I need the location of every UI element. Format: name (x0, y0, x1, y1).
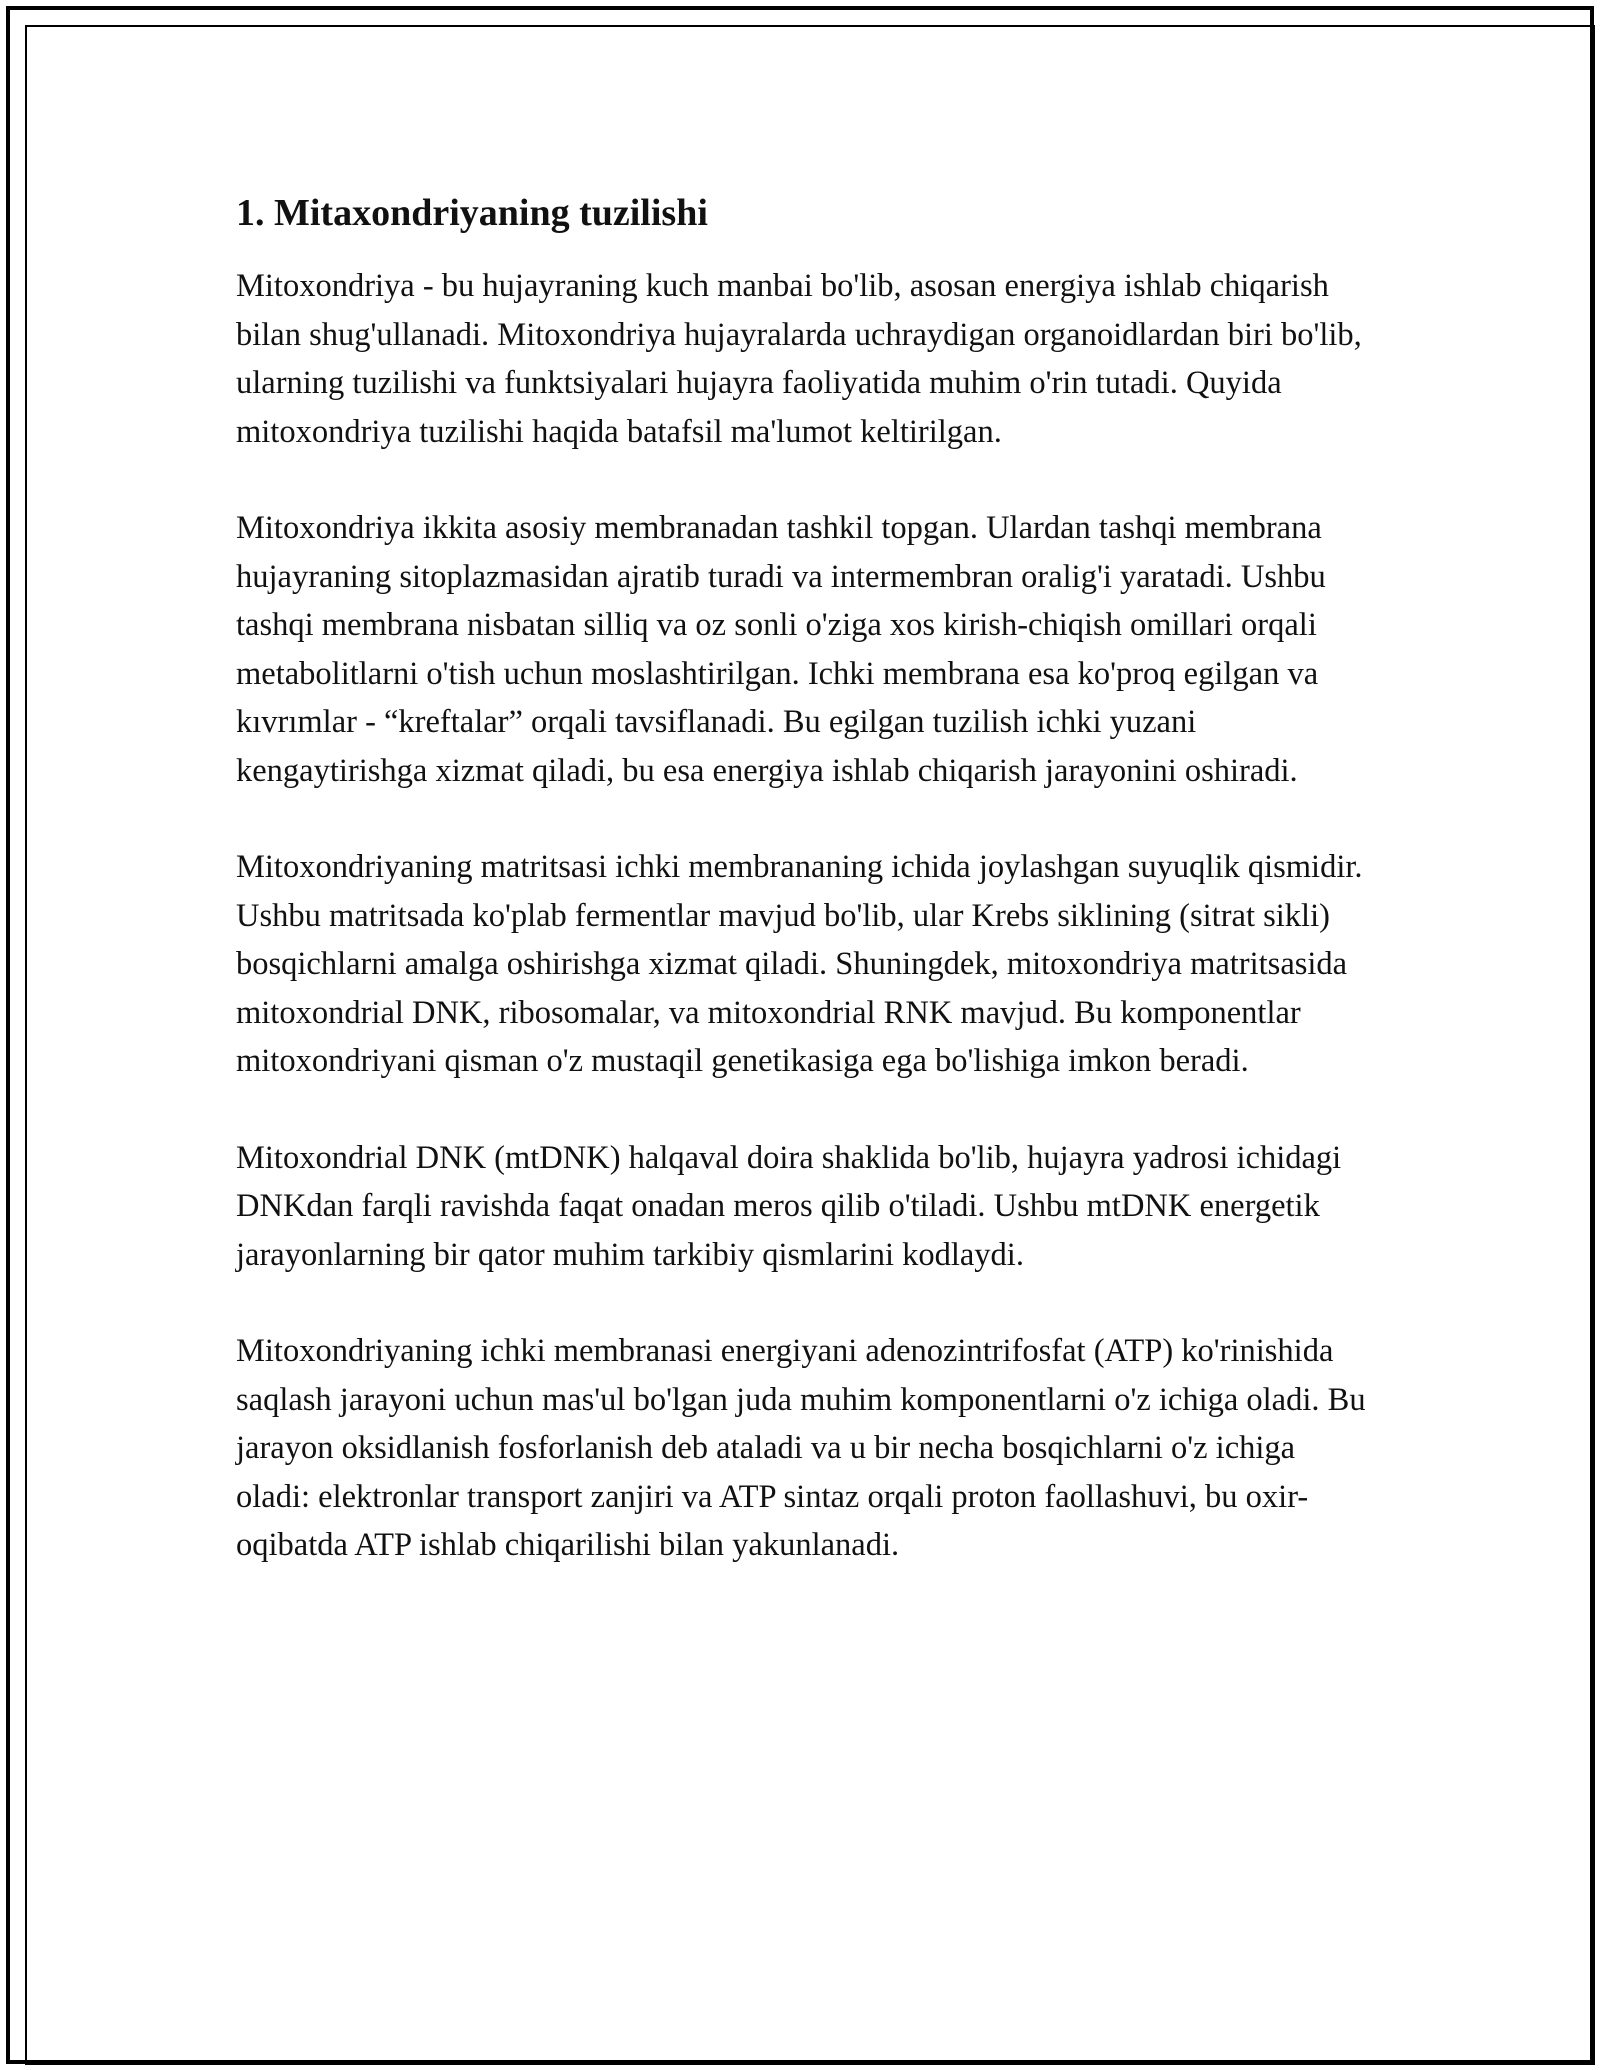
paragraph-mtdna: Mitoxondrial DNK (mtDNK) halqaval doira shaklida bo'lib, hujayra yadrosi ichidagi DNKdan farqli ravishda faqat onadan meros qilib o'tiladi. Ushbu mtDNK energetik jarayonlarning bir qator muhim tarkibiy qismlarini kodlaydi. (236, 1139, 1342, 1273)
paragraph-overview: Mitoxondriya - bu hujayraning kuch manbai bo'lib, asosan energiya ishlab chiqarish bilan shug'ullanadi. Mitoxondriya hujayralarda uchraydigan organoidlardan biri bo'lib, ularning tuzilishi va funktsiyalari hujayra faoliyatida muhim o'rin tutadi. Quyida mitoxondriya tuzilishi haqida batafsil ma'lumot keltirilgan. (236, 268, 1362, 450)
paragraph-membranes: Mitoxondriya ikkita asosiy membranadan tashkil topgan. Ulardan tashqi membrana hujayraning sitoplazmasidan ajratib turadi va intermembran oralig'i yaratadi. Ushbu tashqi membrana nisbatan silliq va oz sonli o'ziga xos kirish-chiqish omillari orqali metabolitlarni o'tish uchun moslashtirilgan. Ichki membrana esa ko'proq egilgan va kıvrımlar - “kreftalar” orqali tavsiflanadi. Bu egilgan tuzilish ichki yuzani kengaytirishga xizmat qiladi, bu esa energiya ishlab chiqarish jarayonini oshiradi. (236, 510, 1326, 789)
section-heading: 1. Mitaxondriyaning tuzilishi (236, 192, 708, 234)
paragraph-matrix: Mitoxondriyaning matritsasi ichki membrananing ichida joylashgan suyuqlik qismidir. Ushbu matritsada ko'plab fermentlar mavjud bo'lib, ular Krebs siklining (sitrat sikli) bosqichlarni amalga oshirishga xizmat qiladi. Shuningdek, mitoxondriya matritsasida mitoxondrial DNK, ribosomalar, va mitoxondrial RNK mavjud. Bu komponentlar mitoxondriyani qisman o'z mustaqil genetikasiga ega bo'lishiga imkon beradi. (236, 849, 1363, 1079)
paragraph-atp: Mitoxondriyaning ichki membranasi energiyani adenozintrifosfat (ATP) ko'rinishida saqlash jarayoni uchun mas'ul bo'lgan juda muhim komponentlarni o'z ichiga oladi. Bu jarayon oksidlanish fosforlanish deb ataladi va u bir necha bosqichlarni o'z ichiga oladi: elektronlar transport zanjiri va ATP sintaz orqali proton faollashuvi, bu oxir-oqibatda ATP ishlab chiqarilishi bilan yakunlanadi. (236, 1333, 1366, 1563)
document-body (236, 190, 1366, 1618)
